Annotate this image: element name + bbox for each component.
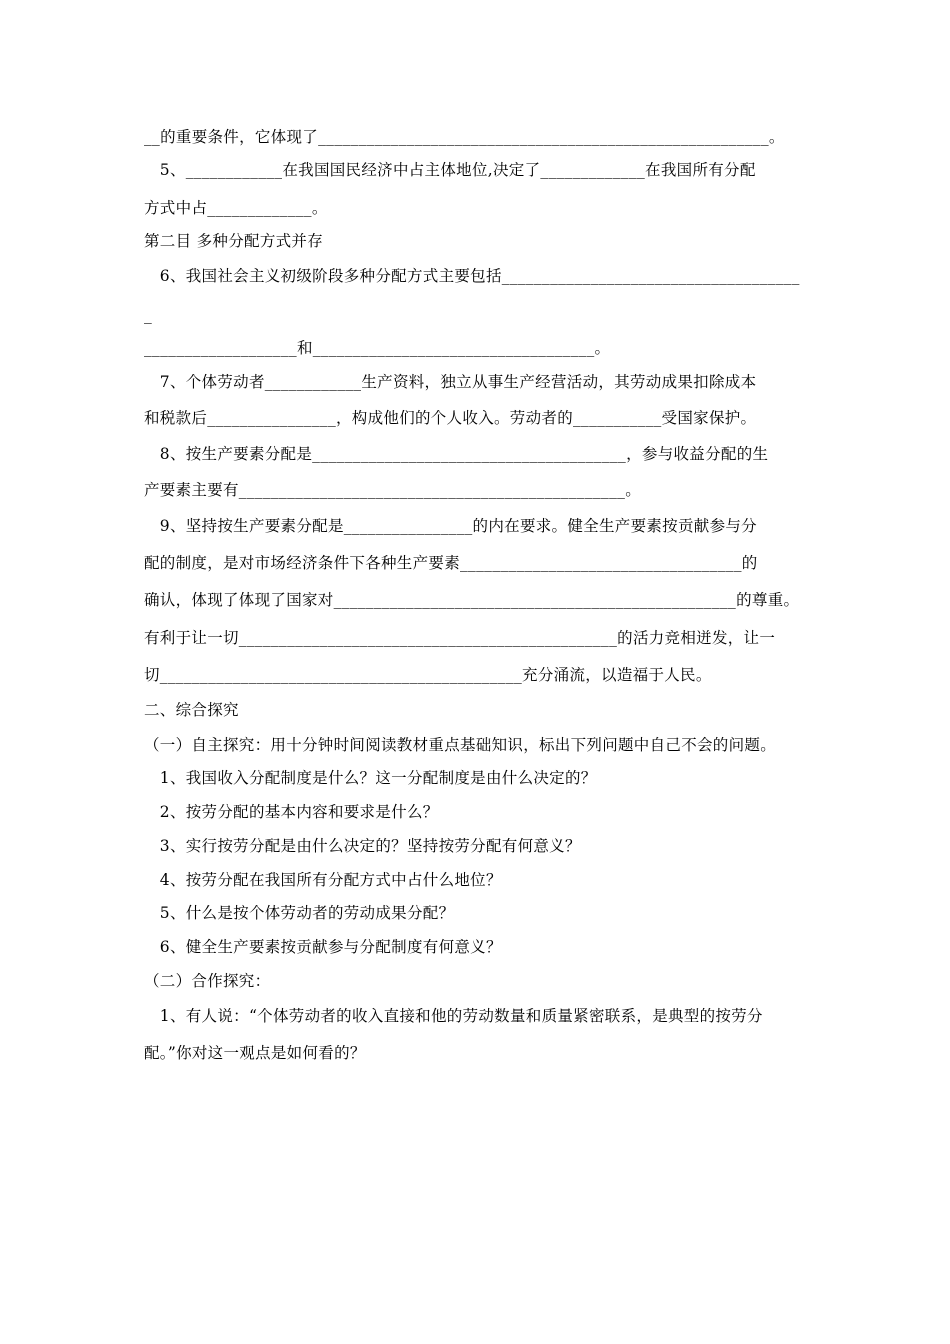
text-line-9: 和税款后________________，构成他们的个人收入。劳动者的___________受国家保护。	[144, 409, 757, 427]
cooperative-question-1-line-2: 配。”你对这一观点是如何看的？	[144, 1044, 366, 1062]
text-line-11: 产要素主要有________________________________________________。	[144, 481, 641, 499]
question-5: 5、什么是按个体劳动者的劳动成果分配？	[144, 904, 455, 922]
subsection-heading-cooperative: （二）合作探究：	[144, 972, 271, 990]
text-line-13: 配的制度，是对市场经济条件下各种生产要素___________________________________的	[144, 554, 758, 572]
cooperative-question-1-line-1: 1、有人说：“个体劳动者的收入直接和他的劳动数量和质量紧密联系，是典型的按劳分	[144, 1007, 763, 1025]
text-line-12: 9、坚持按生产要素分配是________________的内在要求。健全生产要素按贡献参与分	[144, 517, 757, 535]
section-heading-2: 第二目 多种分配方式并存	[144, 232, 324, 250]
question-2: 2、按劳分配的基本内容和要求是什么？	[144, 803, 439, 821]
subsection-heading-self-study: （一）自主探究：用十分钟时间阅读教材重点基础知识，标出下列问题中自己不会的问题。	[144, 736, 777, 754]
text-line-3: 方式中占_____________。	[144, 199, 328, 217]
text-line-6: _	[144, 306, 153, 324]
text-line-7: ___________________和___________________________________。	[144, 339, 611, 357]
text-line-10: 8、按生产要素分配是_______________________________________，参与收益分配的生	[144, 445, 769, 463]
question-3: 3、实行按劳分配是由什么决定的？坚持按劳分配有何意义？	[144, 837, 581, 855]
text-line-1: __的重要条件，它体现了________________________________________________________。	[144, 128, 785, 146]
question-4: 4、按劳分配在我国所有分配方式中占什么地位？	[144, 871, 502, 889]
text-line-14: 确认，体现了体现了国家对__________________________________________________的尊重。	[144, 591, 800, 609]
section-heading-comprehensive: 二、综合探究	[144, 701, 239, 719]
text-line-2: 5、____________在我国国民经济中占主体地位,决定了_____________在我国所有分配	[144, 161, 756, 179]
text-line-5: 6、我国社会主义初级阶段多种分配方式主要包括_____________________________________	[144, 267, 800, 285]
text-line-15: 有利于让一切_______________________________________________的活力竞相迸发，让一	[144, 629, 776, 647]
text-line-8: 7、个体劳动者____________生产资料，独立从事生产经营活动，其劳动成果扣除成本	[144, 373, 757, 391]
text-line-16: 切_____________________________________________充分涌流，以造福于人民。	[144, 666, 712, 684]
question-1: 1、我国收入分配制度是什么？这一分配制度是由什么决定的？	[144, 769, 597, 787]
question-6: 6、健全生产要素按贡献参与分配制度有何意义？	[144, 938, 502, 956]
